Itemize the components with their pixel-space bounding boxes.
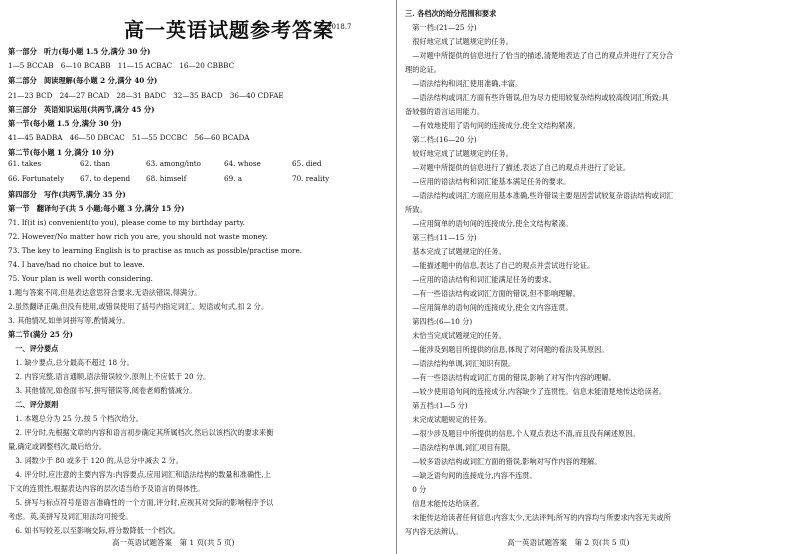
section-heading: 第二节(每小题 1 分,满分 10 分): [8, 148, 115, 157]
text-line: 2.虽然翻译正确,但没有使用,或错误使用了括号内指定词汇、短语或句式,扣 2 分。: [8, 302, 269, 311]
document-title: 高一英语试题参考答案: [124, 18, 334, 42]
text-line: 21—23 BCD 24—27 BCAD 28—31 BADC 32—35 BACD 36—40 CDFAE: [8, 91, 284, 100]
text-line: —较少使用语句间的连接成分,内容缺少了连贯性。信息未能清楚地传达给读者。: [405, 387, 667, 396]
text-line: 3. 其他情况,如卷面书写,拼写错误等,阅卷老师酌情减分。: [8, 386, 197, 395]
text-line: 2. 内容完整,语言通顺,语法错误较少,原则上不应低于 20 分。: [8, 372, 211, 381]
text-line: 下文的连贯性,根据表达内容的层次适当给予及语言的得体性。: [8, 484, 205, 493]
text-line: 未能传达给读者任何信息:内容太少,无法评判;所写的内容均与所要求内容无关或所: [405, 513, 671, 522]
text-line: —对题中所提供的信息进行了恰当的描述,清楚地表达了自己的观点并进行了充分合: [405, 51, 674, 60]
section-heading: 三. 各档次的给分范围和要求: [405, 9, 497, 18]
text-line: 2. 评分时,先根据文章的内容和语言初步确定其所属档次,然后以该档次的要求来衡: [8, 428, 274, 437]
section-heading: 第三部分 英语知识运用(共两节,满分 45 分): [8, 105, 155, 114]
text-line: 6. 如书写较差,以至影响交际,将分数降低一个档次。: [8, 526, 180, 535]
section-heading: 二、评分原则: [8, 400, 59, 409]
text-line: 未恰当完成试题规定的任务。: [405, 331, 506, 340]
text-line: —对题中所提供的信息进行了描述,表达了自己的观点并进行了论证。: [405, 163, 631, 172]
document-date: 2018.7: [327, 23, 352, 31]
text-line: —较多语法结构或词汇方面的错误,影响对写作内容的理解。: [405, 457, 602, 466]
text-line: 第一档:(21—25 分): [405, 23, 477, 32]
section-heading: 第四部分 写作(共两节,满分 35 分): [8, 190, 126, 199]
text-line: 74. I have/had no choice but to leave.: [8, 260, 145, 269]
text-line: —应用的语法结构和词汇能基本满足任务的要求。: [405, 177, 571, 186]
fill-in-answer: 69. a: [224, 174, 243, 183]
text-line: —应用简单的语句间的连接成分,使全文结构紧凑。: [405, 219, 573, 228]
section-heading: 一、评分要点: [8, 344, 59, 353]
text-line: 基本完成了试题规定的任务。: [405, 247, 506, 256]
fill-in-answer: 64. whose: [224, 159, 261, 168]
text-line: 第二档:(16—20 分): [405, 135, 477, 144]
text-line: 未完成试题规定的任务。: [405, 415, 492, 424]
text-line: 5. 拼写与标点符号是语言准确性的一个方面,评分时,应视其对交际的影响程序予以: [8, 498, 274, 507]
section-heading: 第一节 翻译句子(共 5 小题;每小题 3 分,满分 15 分): [8, 204, 185, 213]
text-line: 写内容无法辨认。: [405, 527, 463, 536]
text-line: 第四档:(6—10 分): [405, 317, 473, 326]
text-line: —有一些语法结构或词汇方面的错误,但不影响理解。: [405, 289, 580, 298]
text-line: 3. 词数少于 80 或多于 120 的,从总分中减去 2 分。: [8, 456, 183, 465]
text-line: —应用简单的语句间的连接成分,使全文内容连贯。: [405, 303, 573, 312]
text-line: 第三档:(11—15 分): [405, 233, 477, 242]
text-line: 41—45 BADBA 46—50 DBCAC 51—55 DCCBC 56—60 BCADA: [8, 133, 250, 142]
section-heading: 第二节(满分 25 分): [8, 330, 73, 339]
text-line: 信息未能传达给读者。: [405, 499, 485, 508]
fill-in-answer: 62. than: [80, 159, 111, 168]
text-line: —语法结构或词汇方面有些许错误,但为尽力使用较复杂结构或较高级词汇所致;具: [405, 93, 669, 102]
fill-in-answer: 68. himself: [146, 174, 187, 183]
fill-in-answer: 63. among/into: [146, 159, 201, 168]
text-line: 第五档:(1—5 分): [405, 401, 468, 410]
text-line: 72. However/No matter how rich you are, you should not waste money.: [8, 232, 268, 241]
text-line: 考虑。英,美拼写及词汇用法均可接受。: [8, 512, 133, 521]
text-line: —语法结构或词汇方面应用基本准确,些许错误主要是因尝试较复杂语法结构或词汇: [405, 191, 674, 200]
section-heading: 第一部分 听力(每小题 1.5 分,满分 30 分): [8, 47, 151, 56]
text-line: 75. Your plan is well worth considering.: [8, 274, 153, 283]
fill-in-answer: 67. to depend: [80, 174, 131, 183]
text-line: 较好地完成了试题规定的任务。: [405, 149, 513, 158]
text-line: —缺乏语句间的连接成分,内容不连贯。: [405, 471, 537, 480]
text-line: —应用的语法结构和词汇能满足任务的要求。: [405, 275, 556, 284]
fill-in-answer: 70. reality: [292, 174, 330, 183]
fill-in-answer: 66. Fortunately: [8, 174, 65, 183]
text-line: 1—5 BCCAB 6—10 BCABB 11—15 ACBAC 16—20 CBBBC: [8, 61, 235, 70]
page-2: [397, 0, 794, 554]
fill-in-answer: 61. takes: [8, 159, 42, 168]
text-line: —有一些语法结构或词汇方面的错误,影响了对写作内容的理解。: [405, 373, 616, 382]
section-heading: 第二部分 阅读理解(每小题 2 分,满分 40 分): [8, 76, 158, 85]
text-line: —语法结构和词汇使用准确,丰富。: [405, 79, 523, 88]
text-line: 很好地完成了试题规定的任务。: [405, 37, 513, 46]
text-line: 71. If(it is) convenient(to you), please come to my birthday party.: [8, 218, 245, 227]
fill-in-answer: 65. died: [292, 159, 322, 168]
text-line: —很少涉及题目中所提供的信息,个人观点表达不清,而且没有阐述原因。: [405, 429, 640, 438]
text-line: 0 分: [405, 485, 427, 494]
text-line: —能涉及到题目所提供的信息,体现了对问题的看法及其原因。: [405, 345, 609, 354]
page-2-footer: 高一英语试题答案 第 2 页(共 5 页): [507, 538, 630, 547]
text-line: 1.题与答案不同,但是表达意思符合要求,无语法错误,得满分。: [8, 288, 202, 297]
text-line: 所致。: [405, 205, 427, 214]
section-heading: 第一节(每小题 1.5 分,满分 30 分): [8, 119, 122, 128]
text-line: 理的论证。: [405, 65, 441, 74]
text-line: —语法结构单调,词汇项目有限。: [405, 443, 516, 452]
page-1-footer: 高一英语试题答案 第 1 页(共 5 页): [112, 538, 235, 547]
text-line: —语法结构单调,词汇知识有限。: [405, 359, 516, 368]
text-line: —能描述题中的信息,表达了自己的观点并尝试进行论证。: [405, 261, 595, 270]
text-line: —有效地使用了语句间的连接成分,使全文结构紧凑。: [405, 121, 580, 130]
text-line: 3. 其他情况,如单词拼写等,酌情减分。: [8, 316, 130, 325]
text-line: 量,确定或调整档次,最后给分。: [8, 442, 107, 451]
text-line: 备较强的语言运用能力。: [405, 107, 485, 116]
text-line: 1. 本题总分为 25 分,按 5 个档次给分。: [8, 414, 143, 423]
text-line: 1. 缺少要点,总分最高不超过 18 分。: [8, 358, 134, 367]
text-line: 73. The key to learning English is to practise as much as possible/practise more.: [8, 246, 303, 255]
text-line: 4. 评分时,应注意的主要内容为:内容要点,应用词汇和语法结构的数量和准确性,上: [8, 470, 271, 479]
